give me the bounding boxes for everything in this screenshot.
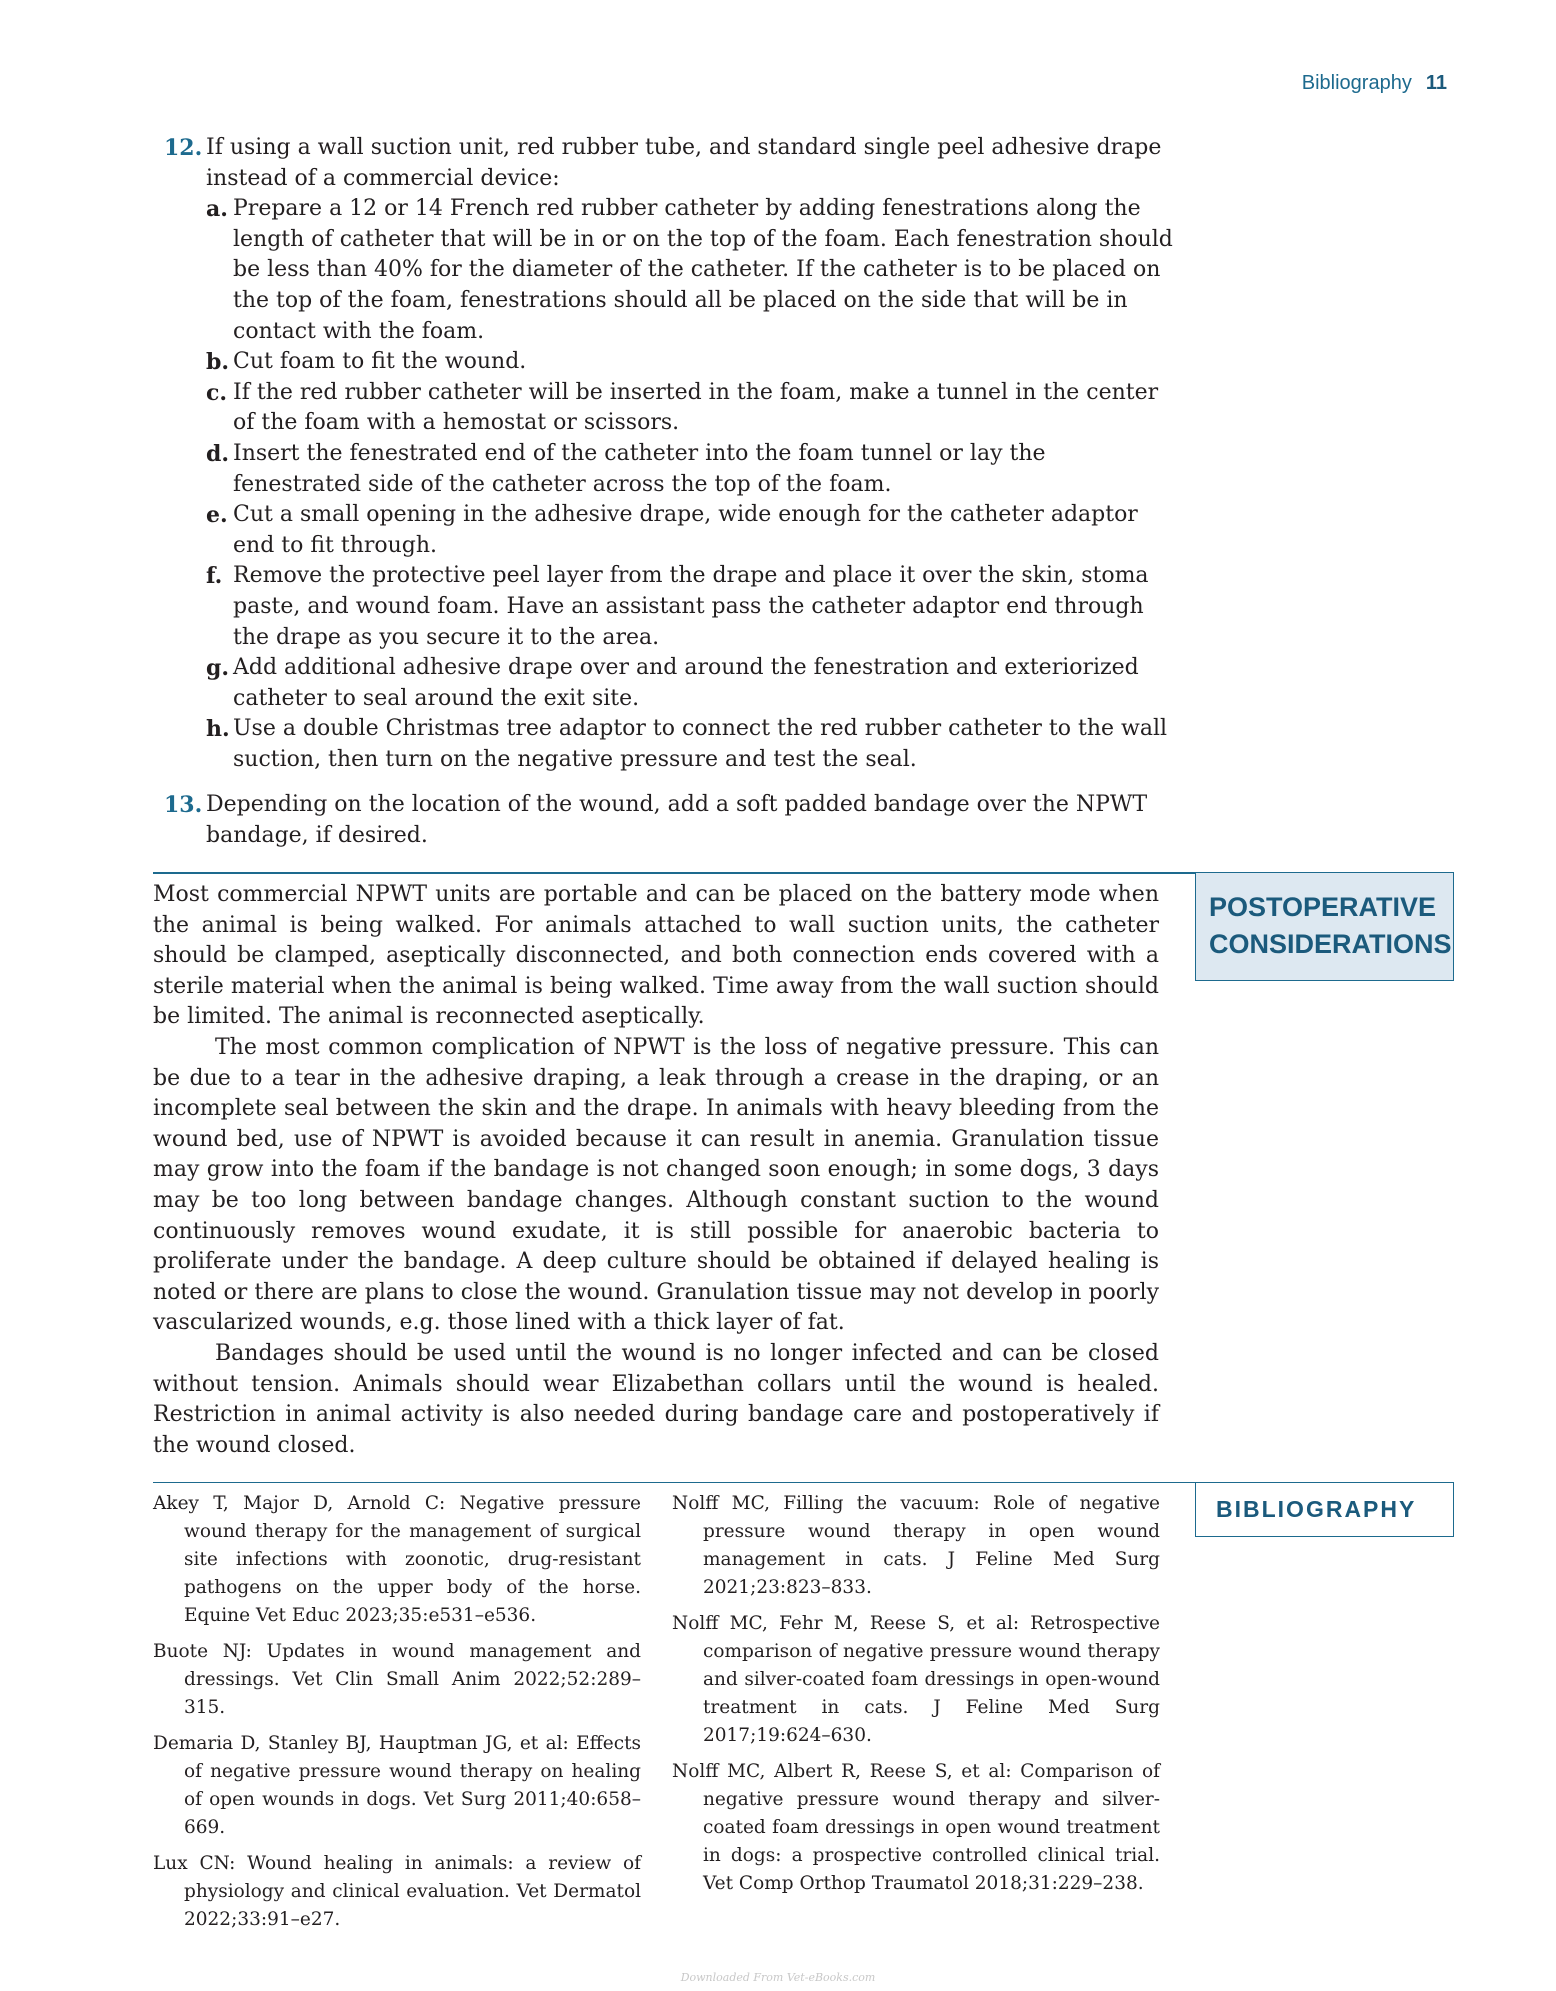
running-head (1302, 72, 1447, 95)
section-divider-bibliography (153, 1482, 1225, 1483)
substep-d (206, 439, 1174, 500)
reference-entry: Demaria D, Stanley BJ, Hauptman JG, et al: Effects of negative pressure wound therapy on healing of open wounds in dogs. Vet Surg 2011;40:658–669. (153, 1733, 641, 1838)
step-13 (164, 790, 1174, 851)
substep-letter: a. (206, 196, 228, 223)
substep-text: Add additional adhesive drape over and around the fenestration and exteriorized catheter to seal around the exit site. (233, 655, 1139, 711)
substep-letter: e. (206, 502, 228, 529)
bibliography-heading: BIBLIOGRAPHY (1216, 1496, 1417, 1522)
postop-body (153, 880, 1159, 1461)
postop-paragraph: Bandages should be used until the wound is no longer infected and can be closed without tension. Animals should wear Elizabethan collars until the wound is healed. Restriction in animal activity is also needed during bandage care and postoperatively if the wound closed. (153, 1340, 1159, 1458)
bibliography-column-right (672, 1490, 1160, 1906)
reference-entry: Akey T, Major D, Arnold C: Negative pressure wound therapy for the management of surgical site infections with zoonotic, drug-resistant pathogens on the upper body of the horse. Equine Vet Educ 2023;35:e531–e536. (153, 1493, 641, 1626)
substep-e (206, 500, 1174, 561)
footer-watermark: Downloaded From Vet-eBooks.com (680, 1971, 876, 1984)
step-number: 13. (164, 792, 203, 819)
step-number: 12. (164, 135, 203, 161)
substep-text: Cut a small opening in the adhesive drape, wide enough for the catheter adaptor end to fit through. (233, 502, 1138, 558)
reference-entry: Nolff MC, Albert R, Reese S, et al: Comparison of negative pressure wound therapy and silver-coated foam dressings in open wound treatment in dogs: a prospective controlled clinical trial. Vet Comp Orthop Traumatol 2018;31:229–238. (672, 1761, 1160, 1894)
substep-letter: b. (206, 349, 230, 376)
substep-letter: h. (206, 716, 230, 743)
procedure-steps (164, 133, 1174, 852)
reference-entry: Nolff MC, Fehr M, Reese S, et al: Retrospective comparison of negative pressure wound therapy and silver-coated foam dressings in open-wound treatment in cats. J Feline Med Surg 2017;19:624–630. (672, 1613, 1160, 1746)
substep-f (206, 561, 1174, 653)
postop-paragraph: The most common complication of NPWT is the loss of negative pressure. This can be due to a tear in the adhesive draping, a leak through a crease in the draping, or an incomplete seal between the skin and the drape. In animals with heavy bleeding from the wound bed, use of NPWT is avoided because it can result in anemia. Granulation tissue may grow into the foam if the bandage is not changed soon enough; in some dogs, 3 days may be too long between bandage changes. Although constant suction to the wound continuously removes wound exudate, it is still possible for anaerobic bacteria to proliferate under the bandage. A deep culture should be obtained if delayed healing is noted or there are plans to close the wound. Granulation tissue may not develop in poorly vascularized wounds, e.g. those lined with a thick layer of fat. (153, 1034, 1159, 1336)
substep-letter: f. (206, 563, 223, 590)
bibliography-column-left (153, 1490, 641, 1942)
reference-entry: Buote NJ: Updates in wound management and dressings. Vet Clin Small Anim 2022;52:289–315. (153, 1641, 641, 1718)
running-head-section: Bibliography (1301, 72, 1412, 94)
step-text: Depending on the location of the wound, add a soft padded bandage over the NPWT bandage, if desired. (206, 792, 1148, 849)
section-divider-postop (153, 872, 1225, 874)
page-number: 11 (1425, 72, 1447, 94)
postop-heading-line2: CONSIDERATIONS (1209, 929, 1452, 959)
substep-g (206, 653, 1174, 714)
step-text: If using a wall suction unit, red rubber tube, and standard single peel adhesive drape instead of a commercial device: (206, 135, 1162, 191)
postop-paragraph: Most commercial NPWT units are portable and can be placed on the battery mode when the animal is being walked. For animals attached to wall suction units, the catheter should be clamped, aseptically disconnected, and both connection ends covered with a sterile material when the animal is being walked. Time away from the wall suction should be limited. The animal is reconnected aseptically. (153, 882, 1159, 1030)
reference-entry: Lux CN: Wound healing in animals: a review of physiology and clinical evaluation. Vet Dermatol 2022;33:91–e27. (153, 1853, 641, 1930)
postop-heading-line1: POSTOPERATIVE (1209, 892, 1437, 922)
substep-c (206, 378, 1174, 439)
substep-text: Prepare a 12 or 14 French red rubber catheter by adding fenestrations along the length of catheter that will be in or on the top of the foam. Each fenestration should be less than 40% for the diameter of the catheter. If the catheter is to be placed on the top of the foam, fenestrations should all be placed on the side that will be in contact with the foam. (233, 196, 1173, 344)
substep-text: Remove the protective peel layer from the drape and place it over the skin, stoma paste, and wound foam. Have an assistant pass the catheter adaptor end through the drape as you secure it to the area. (233, 563, 1149, 650)
substep-text: Insert the fenestrated end of the catheter into the foam tunnel or lay the fenestrated side of the catheter across the top of the foam. (233, 440, 1046, 497)
substep-h (206, 714, 1174, 775)
substep-letter: d. (206, 440, 230, 467)
reference-entry: Nolff MC, Filling the vacuum: Role of negative pressure wound therapy in open wound management in cats. J Feline Med Surg 2021;23:823–833. (672, 1493, 1160, 1598)
substep-b (206, 347, 1174, 378)
step-12 (164, 133, 1174, 775)
substep-letter: g. (206, 655, 230, 682)
substep-text: Use a double Christmas tree adaptor to connect the red rubber catheter to the wall suction, then turn on the negative pressure and test the seal. (233, 716, 1168, 772)
bibliography-heading-box (1195, 1482, 1454, 1537)
substep-a (206, 194, 1174, 347)
substep-letter: c. (206, 379, 228, 406)
postop-heading-box (1195, 872, 1454, 981)
substep-text: Cut foam to fit the wound. (233, 349, 527, 375)
substep-text: If the red rubber catheter will be inserted in the foam, make a tunnel in the center of the foam with a hemostat or scissors. (233, 379, 1159, 436)
